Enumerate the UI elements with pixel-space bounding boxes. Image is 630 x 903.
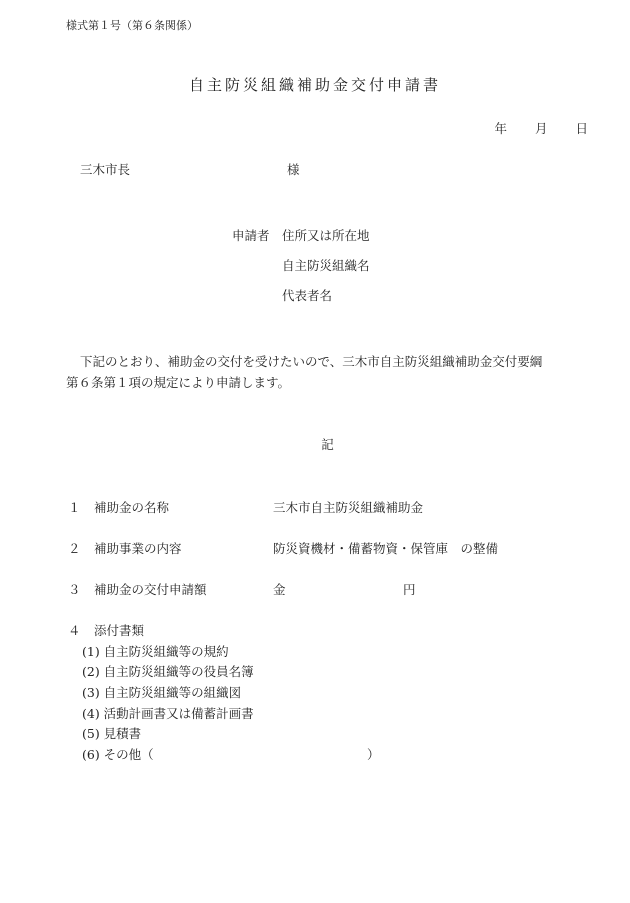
attachment-item: (6) その他（ [82, 747, 154, 762]
item-2-number: ２ [68, 541, 81, 556]
applicant-org-name-label: 自主防災組織名 [282, 258, 370, 273]
date-day: 日 [575, 121, 588, 136]
attachments-label: 添付書類 [94, 623, 145, 638]
item-1-label: 補助金の名称 [94, 500, 170, 515]
attachment-item: (4) 活動計画書又は備蓄計画書 [82, 706, 254, 721]
item-3-yen-unit: 円 [403, 582, 416, 597]
attachment-item: (5) 見積書 [82, 726, 142, 741]
item-3-label: 補助金の交付申請額 [94, 582, 207, 597]
body-text-line-1: 下記のとおり、補助金の交付を受けたいので、三木市自主防災組織補助金交付要綱 [80, 354, 543, 369]
applicant-representative-label: 代表者名 [282, 288, 333, 303]
item-3-value: 金 [273, 582, 286, 597]
date-line [466, 123, 588, 136]
date-month: 月 [534, 121, 548, 136]
item-3-number: ３ [68, 582, 81, 597]
attachment-item: (1) 自主防災組織等の規約 [82, 644, 229, 659]
form-number: 様式第１号（第６条関係） [66, 19, 198, 32]
ki-heading: 記 [321, 437, 334, 452]
addressee-name: 三木市長 [80, 162, 131, 177]
applicant-label: 申請者 [232, 228, 270, 243]
item-2-label: 補助事業の内容 [94, 541, 182, 556]
date-year: 年 [494, 121, 507, 136]
attachment-other-close-paren: ） [367, 747, 380, 762]
attachment-item: (3) 自主防災組織等の組織図 [82, 685, 242, 700]
item-1-number: １ [68, 500, 81, 515]
addressee-honorific: 様 [287, 162, 300, 177]
item-1-value: 三木市自主防災組織補助金 [273, 500, 424, 515]
document-title: 自主防災組織補助金交付申請書 [188, 76, 441, 94]
body-text-line-2: 第６条第１項の規定により申請します。 [66, 375, 291, 390]
attachments-number: ４ [68, 623, 81, 638]
attachment-item: (2) 自主防災組織等の役員名簿 [82, 664, 254, 679]
item-2-value: 防災資機材・備蓄物資・保管庫 の整備 [273, 541, 499, 556]
applicant-address-label: 住所又は所在地 [282, 228, 370, 243]
